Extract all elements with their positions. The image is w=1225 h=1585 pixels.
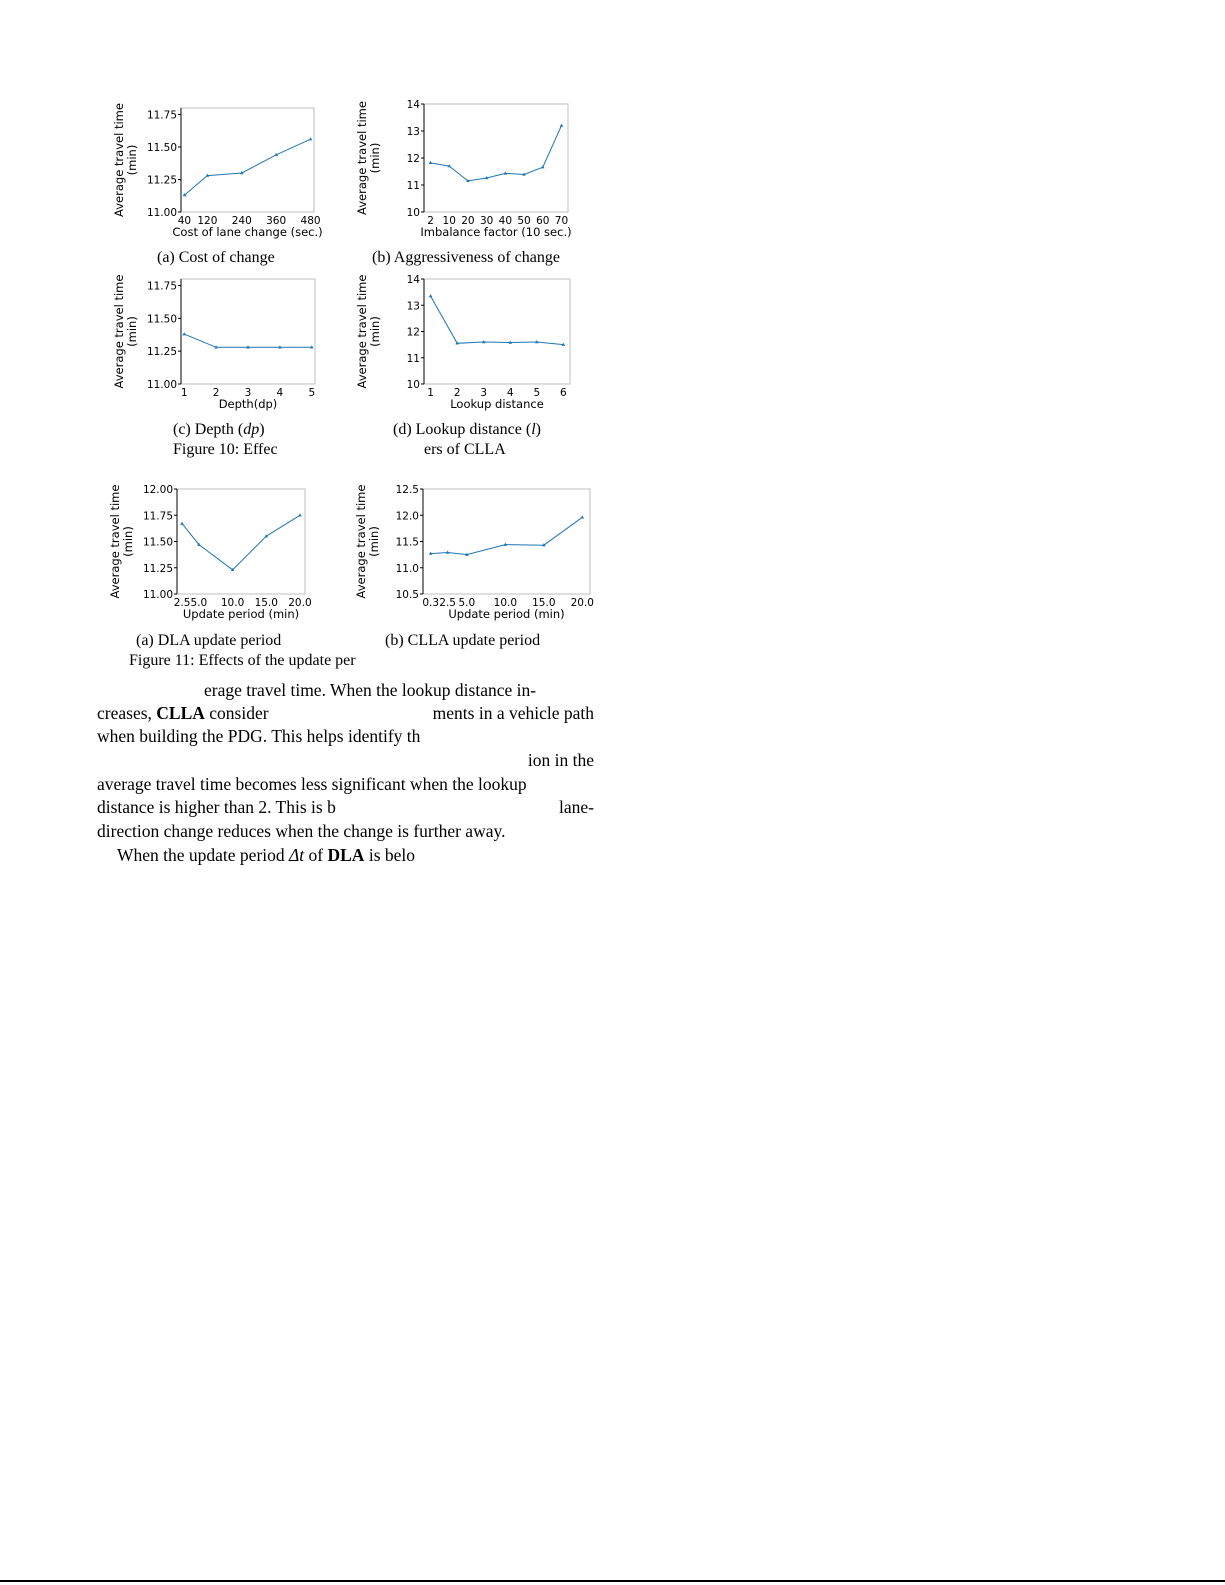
body-line-8-bold: DLA	[327, 845, 365, 865]
data-point-marker	[581, 515, 585, 518]
x-tick-label: 1	[427, 387, 434, 399]
x-tick-label: 240	[231, 215, 252, 227]
y-tick-label: 12.00	[142, 484, 173, 496]
x-tick-label: 10.0	[220, 597, 245, 609]
x-tick-label: 2.5	[173, 597, 191, 609]
subcaption-10d-prefix: (d) Lookup distance (	[393, 421, 532, 438]
x-tick-label: 40	[177, 215, 192, 227]
subcaption-10c-var: dp	[243, 421, 260, 438]
body-line-6	[97, 797, 594, 818]
body-line-2-mid: consider	[204, 703, 269, 723]
body-line-1: erage travel time. When the lookup distance in-	[204, 680, 537, 700]
x-tick-label: 2	[212, 387, 220, 399]
y-tick-label: 12	[406, 153, 420, 165]
subcaption-10b: (b) Aggressiveness of change	[372, 249, 560, 266]
x-tick-label: 30	[479, 215, 494, 227]
y-tick-label: 11	[406, 180, 420, 192]
y-tick-label: 13	[406, 300, 420, 313]
x-axis-label: Depth(dp)	[218, 397, 278, 411]
subcaption-11b: (b) CLLA update period	[385, 632, 541, 649]
y-tick-label: 11.50	[146, 313, 177, 326]
y-tick-label: 11.25	[146, 346, 177, 359]
figure-11-caption: Figure 11: Effects of the update per	[129, 652, 356, 669]
y-tick-label: 12.5	[395, 484, 419, 496]
body-line-7: direction change reduces when the change is further away.	[97, 821, 506, 841]
y-axis-label-unit: (min)	[368, 316, 382, 347]
body-line-2-bold: CLLA	[156, 703, 205, 723]
y-tick-label: 11.00	[146, 379, 177, 391]
body-line-8-post: is belo	[364, 845, 416, 865]
x-tick-label: 60	[536, 215, 550, 227]
chart-svg	[0, 0, 1225, 700]
y-tick-label: 11.50	[142, 536, 173, 549]
x-axis-label: Lookup distance	[450, 397, 544, 411]
y-tick-label: 11.00	[146, 207, 177, 219]
body-line-4: ion in the	[527, 750, 594, 770]
body-line-8	[117, 845, 415, 866]
x-tick-label: 20.0	[570, 597, 594, 609]
x-tick-label: 1	[180, 387, 188, 399]
y-tick-label: 10.5	[395, 589, 419, 601]
x-axis-label: Cost of lane change (sec.)	[172, 225, 323, 239]
y-tick-label: 11.75	[142, 510, 173, 523]
y-axis-label: Average travel time	[355, 101, 369, 215]
subcaption-10d-suffix: )	[535, 421, 541, 438]
body-line-6-pre: distance is higher than 2. This is b	[97, 797, 336, 817]
y-tick-label: 10	[406, 379, 420, 391]
y-tick-label: 10	[406, 207, 420, 219]
x-axis-label: Imbalance factor (10 sec.)	[420, 225, 572, 239]
x-tick-label: 20.0	[288, 597, 312, 609]
x-tick-label: 480	[300, 215, 321, 227]
y-tick-label: 14	[406, 274, 420, 286]
body-line-2	[97, 703, 594, 724]
x-tick-label: 5.0	[190, 597, 208, 609]
body-line-3: when building the PDG. This helps identify th	[97, 726, 421, 746]
x-tick-label: 2.5	[439, 597, 456, 609]
subcaption-10d-var: l	[531, 421, 536, 438]
body-line-8-math: Δt	[289, 845, 305, 865]
x-tick-label: 50	[517, 215, 531, 227]
x-axis-label: Update period (min)	[448, 607, 565, 621]
x-tick-label: 40	[498, 215, 513, 227]
x-tick-label: 120	[197, 215, 218, 227]
x-tick-label: 4	[276, 387, 284, 399]
y-tick-label: 11.25	[146, 174, 177, 187]
y-tick-label: 13	[406, 126, 420, 138]
y-tick-label: 11	[406, 352, 420, 365]
y-axis-label-unit: (min)	[121, 526, 135, 557]
y-tick-label: 12.0	[395, 510, 419, 523]
x-tick-label: 10.0	[493, 597, 518, 609]
x-tick-label: 3	[480, 387, 488, 399]
y-axis-label: Average travel time	[355, 274, 369, 389]
y-tick-label: 11.75	[146, 109, 177, 122]
y-tick-label: 11.25	[142, 562, 173, 575]
y-axis-label-unit: (min)	[125, 316, 139, 347]
x-tick-label: 20	[461, 215, 475, 227]
x-tick-label: 0.3	[422, 597, 440, 609]
x-tick-label: 15.0	[532, 597, 556, 609]
y-tick-label: 11.75	[146, 280, 177, 293]
subcaption-10a: (a) Cost of change	[157, 249, 275, 266]
y-tick-label: 11.50	[146, 142, 177, 154]
page-bottom-rule	[0, 1580, 1225, 1582]
x-tick-label: 10	[442, 215, 456, 227]
subcaption-11a: (a) DLA update period	[136, 632, 282, 649]
y-tick-label: 14	[406, 99, 420, 111]
series-line	[431, 517, 583, 554]
body-line-2-post: ments in a vehicle path	[432, 703, 594, 723]
subcaption-10c-suffix: )	[259, 421, 265, 438]
x-tick-label: 5.0	[458, 597, 476, 609]
x-tick-label: 2	[427, 215, 434, 227]
x-tick-label: 15.0	[254, 597, 278, 609]
x-tick-label: 2	[453, 387, 461, 399]
y-tick-label: 12	[406, 326, 420, 339]
y-axis-label: Average travel time	[112, 103, 126, 217]
x-tick-label: 360	[266, 215, 287, 227]
x-axis-label: Update period (min)	[182, 607, 300, 621]
y-axis-label-unit: (min)	[368, 142, 382, 174]
body-line-8-pre: When the update period	[117, 845, 290, 865]
body-line-2-pre: creases,	[97, 703, 157, 723]
body-line-6-post: lane-	[559, 797, 594, 817]
plot-frame	[423, 489, 590, 594]
y-axis-label: Average travel time	[354, 484, 368, 599]
body-line-8-mid: of	[304, 845, 328, 865]
y-axis-label-unit: (min)	[125, 144, 139, 176]
y-tick-label: 11.0	[395, 562, 419, 575]
y-axis-label: Average travel time	[112, 274, 126, 389]
x-tick-label: 5	[308, 387, 316, 399]
subcaption-10c-prefix: (c) Depth (	[173, 421, 244, 438]
x-tick-label: 70	[554, 215, 569, 227]
x-tick-label: 5	[533, 387, 541, 399]
x-tick-label: 6	[560, 387, 567, 399]
y-tick-label: 11.00	[142, 589, 173, 601]
y-axis-label-unit: (min)	[367, 526, 381, 557]
figure-10-caption-right: ers of CLLA	[424, 441, 506, 458]
x-tick-label: 3	[244, 387, 252, 399]
x-tick-label: 4	[506, 387, 514, 399]
y-tick-label: 11.5	[395, 536, 419, 549]
y-axis-label: Average travel time	[108, 484, 122, 599]
figure-10-caption-left: Figure 10: Effec	[173, 441, 278, 458]
body-line-5: average travel time becomes less significant when the lookup	[97, 774, 527, 794]
